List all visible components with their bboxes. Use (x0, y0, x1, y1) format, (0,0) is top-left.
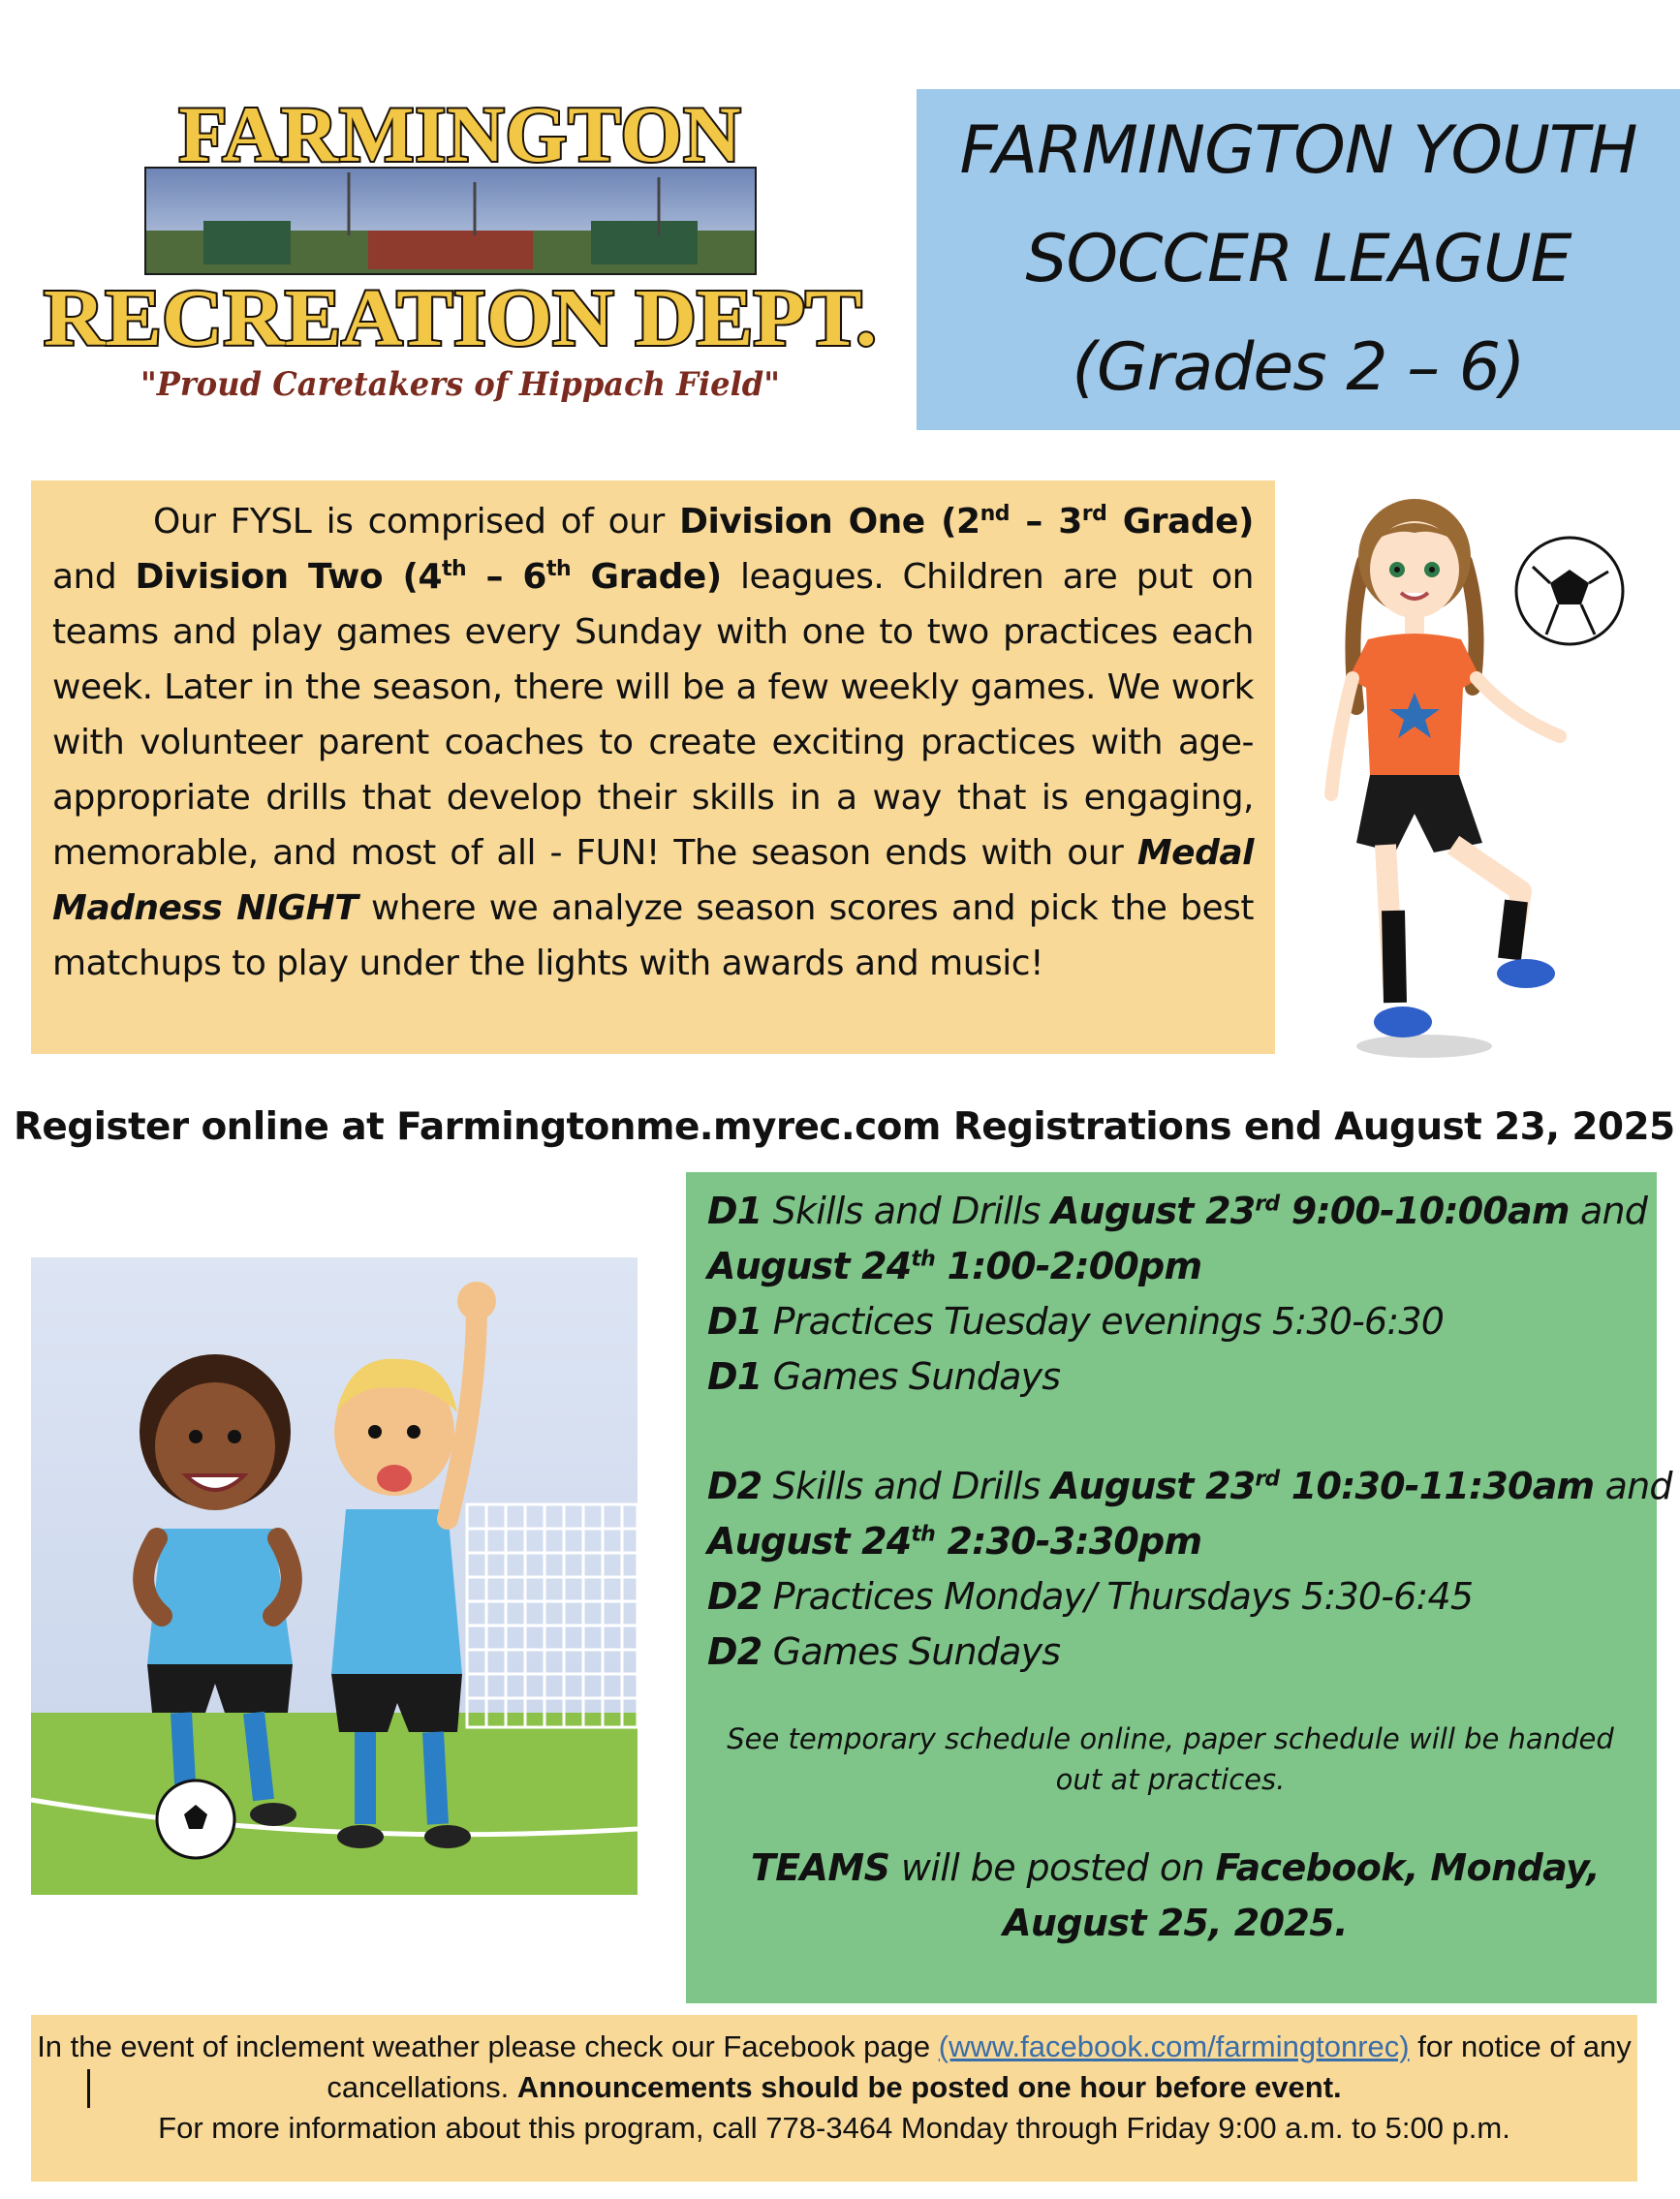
d2-practices-line: D2 Practices Monday/ Thursdays 5:30-6:45 (707, 1575, 1474, 1618)
intro-text-2: and (52, 557, 136, 597)
title-line3: (Grades 2 – 6) (1072, 329, 1525, 406)
division-two-label: Division Two (4th – 6th Grade) (135, 557, 722, 597)
teams-announcement: TEAMS will be posted on Facebook, Monday, August 25, 2025. (750, 1846, 1601, 1944)
division-one-label: Division One (2nd – 3rd Grade) (679, 502, 1254, 542)
d2-skills-line-2: August 24th 2:30-3:30pm (707, 1520, 1202, 1563)
footer-contact: For more information about this program, call 778-3464 Monday through Friday 9:00 a.m. to 5:00 p.m. (158, 2111, 1510, 2145)
girl-soccer-illustration (1318, 484, 1628, 1066)
recreation-dept-logo (39, 76, 882, 434)
boys-soccer-illustration (31, 1257, 638, 1895)
intro-box (31, 480, 1275, 1054)
d1-skills-line-2: August 24th 1:00-2:00pm (707, 1245, 1202, 1287)
logo-line1: FARMINGTON (178, 90, 742, 178)
d1-games-line: D1 Games Sundays (707, 1355, 1061, 1398)
logo-graphic (39, 76, 882, 434)
intro-paragraph (52, 494, 1254, 991)
title-line1: FARMINGTON YOUTH (959, 112, 1637, 189)
logo-line2: RECREATION DEPT. (44, 273, 877, 363)
intro-text-1: Our FYSL is comprised of our (153, 502, 680, 542)
register-line: Register online at Farmingtonme.myrec.com Registrations end August 23, 2025 (14, 1105, 1675, 1149)
intro-text-3: leagues. Children are put on teams and play games every Sunday with one to two practices each week. Later in the season, there will be a few weekly games. We work with volunteer parent coaches to create exciting practices with age-appropriate drills that develop their skills in a way that is engaging, memorable, and most of all - FUN! The season ends with our (52, 557, 1254, 873)
title-line2: SOCCER LEAGUE (1025, 221, 1571, 297)
weather-info-footer (31, 2015, 1637, 2182)
schedule-box (686, 1172, 1672, 2003)
text-cursor (87, 2069, 90, 2108)
d2-games-line: D2 Games Sundays (707, 1630, 1061, 1673)
d1-skills-line: D1 Skills and Drills August 23rd 9:00-10:00am and (707, 1190, 1648, 1232)
league-title-box (917, 89, 1680, 430)
medal-madness-event: Medal Madness NIGHT (52, 833, 1254, 928)
footer-notice: In the event of inclement weather please check our Facebook page (www.facebook.com/farmingtonrec) for notice of any cancellations. Announcements should be posted one hour before event. (37, 2029, 1632, 2104)
d1-practices-line: D1 Practices Tuesday evenings 5:30-6:30 (707, 1300, 1445, 1343)
d2-skills-line: D2 Skills and Drills August 23rd 10:30-11:30am and (707, 1465, 1672, 1507)
logo-tagline: "Proud Caretakers of Hippach Field" (140, 365, 780, 404)
facebook-link[interactable]: (www.facebook.com/farmingtonrec) (938, 2029, 1410, 2063)
intro-text-4: where we analyze season scores and pick the best matchups to play under the lights with awards and music! (52, 888, 1254, 983)
schedule-note: See temporary schedule online, paper schedule will be handed out at practices. (727, 1722, 1614, 1796)
